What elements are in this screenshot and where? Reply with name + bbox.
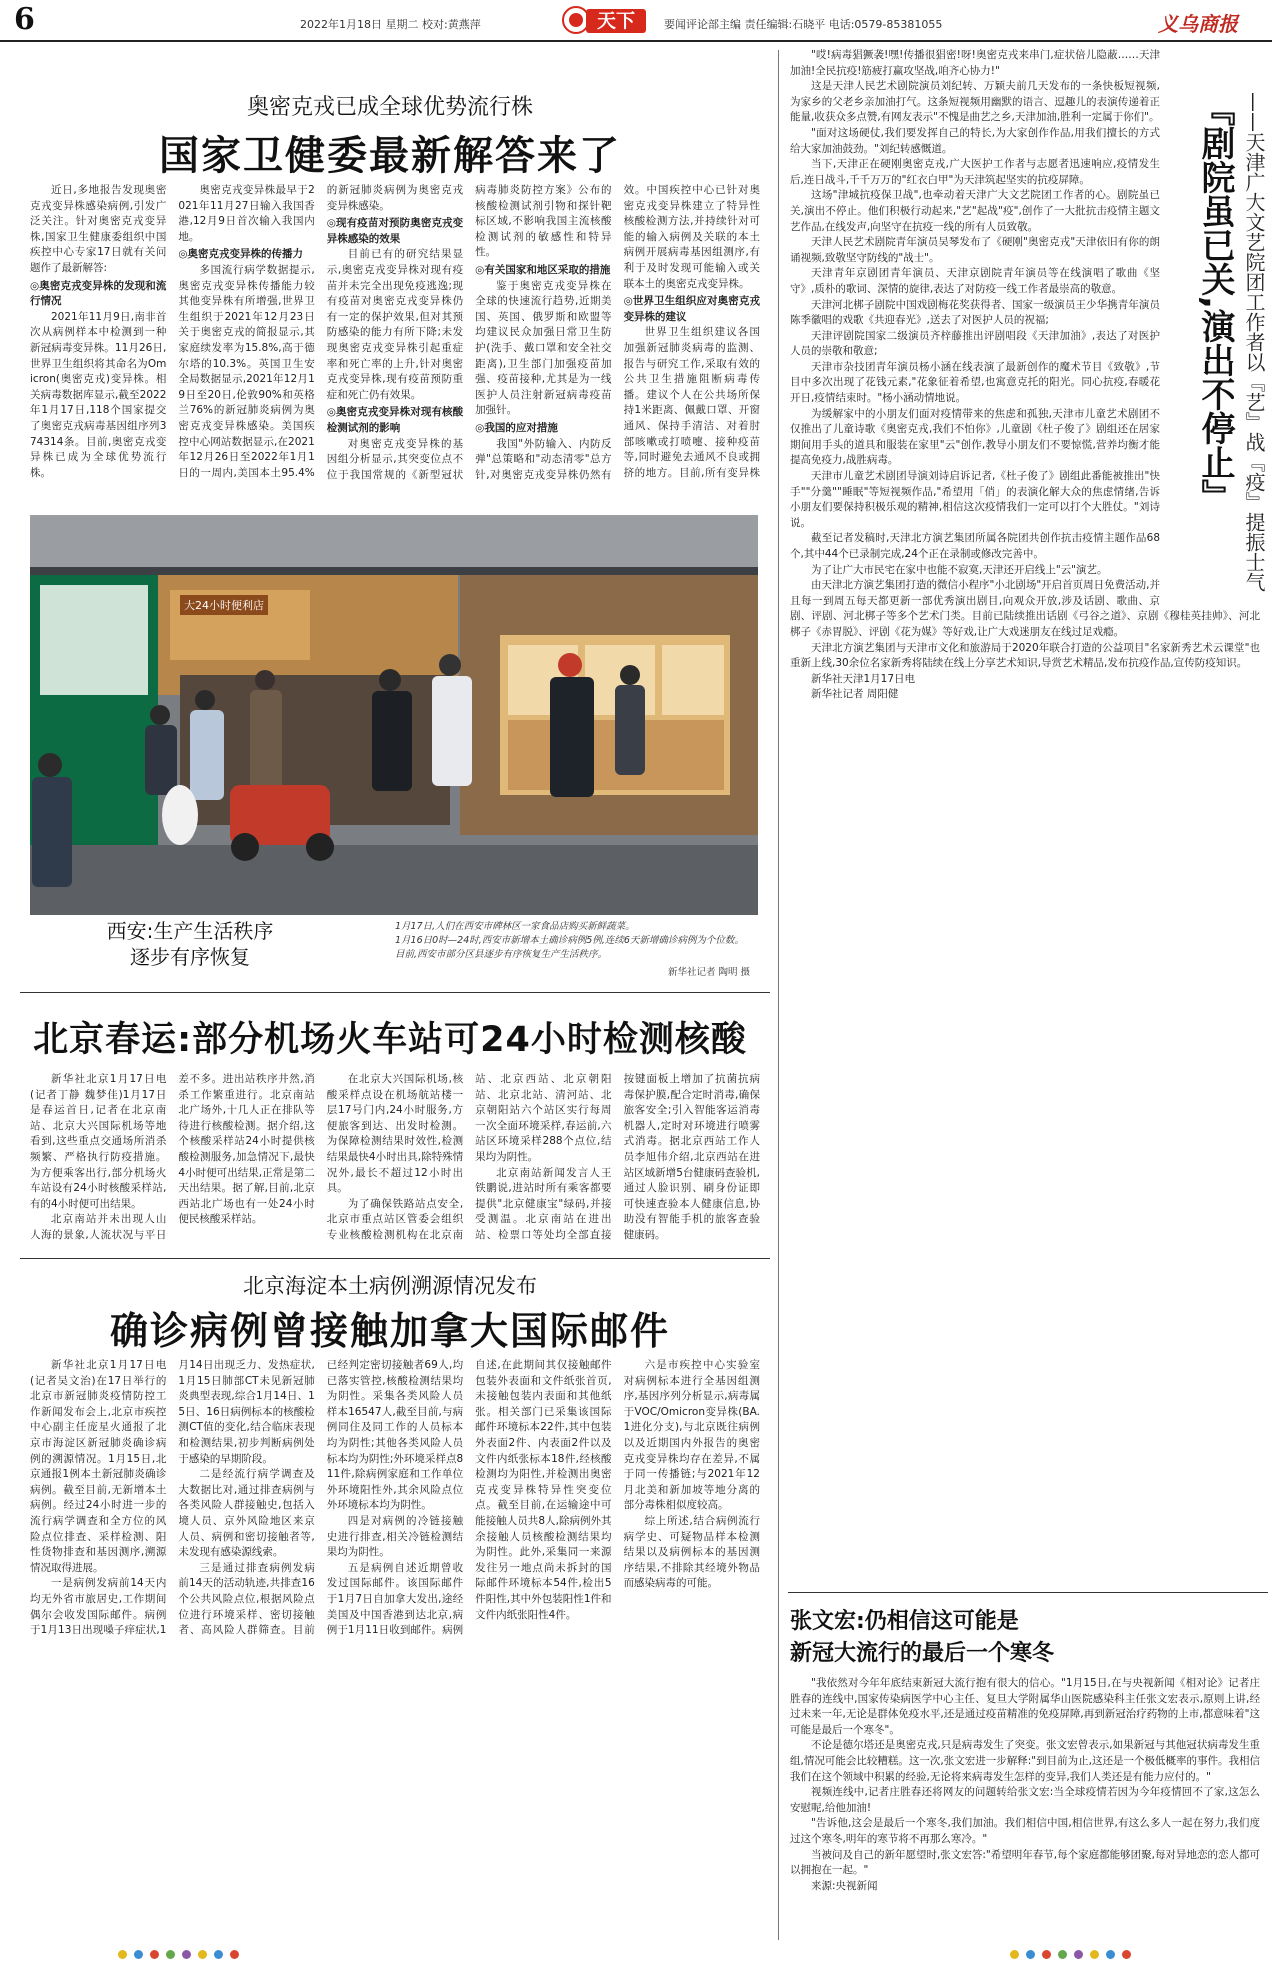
column-divider — [778, 50, 779, 1940]
paragraph: 新华社北京1月17日电(记者吴文治)在17日举行的北京市新冠肺炎疫情防控工作新闻发布会上,北京市疾控中心副主任庞星火通报了北京市海淀区新冠肺炎确诊病例的溯源情况。1月15日,北京通报1例本土新冠肺炎确诊病例。截至目前,无新增本土病例。经过24小时进一步的流行病学调查和全方位的风险点位排查、采样检测、阳性货物排查和基因测序,溯源情况取得进展。 — [30, 1359, 167, 1574]
section-heading: ◎现有疫苗对预防奥密克戎变异株感染的效果 — [326, 217, 464, 245]
paragraph: 天津河北梆子剧院中国戏剧梅花奖获得者、国家一级演员王少华携青年演员陈季徽唱的戏歌《共迎春光》,送去了对医护人员的祝福; — [790, 298, 1160, 327]
section-heading: ◎奥密克戎变异株对现有核酸检测试剂的影响 — [326, 406, 464, 434]
paragraph: 天津北方演艺集团与天津市文化和旅游局于2020年联合打造的公益项目"名家新秀艺术云课堂"也重新上线,30余位名家新秀将陆续在线上分享艺术知识,导赏艺术精品,发布抗疫作品,宣传防疫知识。 — [790, 641, 1260, 670]
footer-dot — [166, 1950, 175, 1959]
photo-caption-title-line1: 西安:生产生活秩序 — [106, 919, 274, 943]
sidebar2-title-line2: 新冠大流行的最后一个寒冬 — [790, 1641, 1055, 1666]
paragraph: 新华社天津1月17日电 — [811, 672, 916, 685]
paragraph: 天津市杂技团青年演员杨小涵在线表演了最新创作的魔术节目《致敬》,节目中多次出现了花钱元素,"花象征着希望,也寓意克托的阳光。同心抗疫,春暖花开日,疫情结束时。"杨小涵动情地说。 — [790, 360, 1160, 405]
paragraph: 天津人民艺术剧院青年演员吴琴发布了《硬刚"奥密克戎"天津依旧有你的朗诵视频,致敬坚守防线的"战士"。 — [790, 236, 1160, 264]
paragraph: 这是天津人民艺术剧院演员刘纪转、万颖夫前几天发布的一条快板短视频,为家乡的父老乡亲加油打气。这条短视频用幽默的语言、逗趣儿的表演传递着正能量,收获众多点赞,有网友表示"不愧是曲艺之乡,天津加油,胜利一定属于你们"。 — [790, 80, 1160, 124]
footer-dot — [1090, 1950, 1099, 1959]
paragraph: 视频连线中,记者庄胜春还将网友的问题转给张文宏:当全球疫情若因为今年疫情回不了家,这怎么安慰呢,给他加油! — [790, 1786, 1260, 1814]
paragraph: 天津市儿童艺术剧团导演刘诗启诉记者,《杜子俊了》剧组此番能被推出"快手""分羹""睡眠"等短视频作品,"希望用「俏」的表演化解大众的焦虑情绪,告诉小朋友们要保持积极乐观的精神,相信这次疫情我们一定可以打个大胜仗。"刘诗说。 — [790, 470, 1160, 529]
sidebar-title-line1: 『剧院虽已关,演出不停止』 — [1195, 92, 1235, 513]
footer-dot — [1122, 1950, 1131, 1959]
article2-top-rule — [20, 992, 770, 993]
paragraph: 六是市疾控中心实验室对病例标本进行全基因组测序,基因序列分析显示,病毒属于VOC/Omicron变异株(BA.1进化分支),与北京既往病例以及近期国内外报告的奥密克戎变异株均存在差异,不属于同一传播链;与2021年12月北美和新加坡等地分离的部分毒株相似度较高。 — [623, 1359, 760, 1512]
sidebar2-body — [790, 1676, 1260, 1938]
article1-title: 国家卫健委最新解答来了 — [159, 133, 621, 179]
newspaper-logo: 义乌商报 — [1158, 12, 1238, 36]
paragraph: 我国"外防输入、内防反弹"总策略和"动态清零"总方针,对奥密克戎变异株仍然有效。中国疾控中心已针对奥密克戎变异株建立了特异性核酸检测方法,并持续针对可能的输入病例及关联的本土病例开展病毒基因组测序,有利于及时发现可能输入或关联本土的奥密克戎变异株。 — [475, 184, 760, 481]
section-heading: ◎奥密克戎变异株的传播力 — [178, 248, 304, 261]
paragraph: 来源:央视新闻 — [811, 1879, 878, 1892]
paragraph: 对奥密克戎变异株的基因组分析显示,其突变位点不位于我国常规的《新型冠状病毒肺炎防控方案》公布的核酸检测试剂引物和探针靶标区域,不影响我国主流核酸检测试剂的敏感性和特异性。 — [326, 184, 612, 481]
footer-dot — [1074, 1950, 1083, 1959]
article1-kicker: 奥密克戎已成全球优势流行株 — [246, 95, 533, 120]
footer-dots-right — [1010, 1950, 1150, 1962]
paragraph: 北京南站新闻发言人王铁鹏说,进站时所有乘客都要提供"北京健康宝"绿码,并接受测温。北京南站在进出站、检票口等处均全部直接按键面板上增加了抗菌抗病毒保护膜,配合定时消毒,确保旅客安全;引入智能客运消毒机器人,定时对环境进行喷雾式消毒。据北京西站工作人员李旭伟介绍,北京西站在进站区域新增5台健康码查验机,通过人脸识别、刷身份证即可快速查验本人健康信息,协助没有智能手机的旅客查验健康码。 — [475, 1073, 760, 1241]
section-badge — [562, 6, 654, 36]
paragraph: 世界卫生组织建议各国加强新冠肺炎病毒的监测、报告与研究工作,采取有效的公共卫生措施阻断病毒传播。建议个人在公共场所保持1米距离、佩戴口罩、开窗通风、保持手清洁、对着肘部咳嗽或打喷嚏、接种疫苗等,同时避免去通风不良或拥挤的地方。目前,所有变异株 — [623, 326, 760, 479]
header-meta-right: 要闻评论部主编 责任编辑:石晓平 电话:0579-85381055 — [664, 18, 943, 31]
title-spacer — [1160, 48, 1260, 608]
photo-caption — [395, 920, 750, 980]
article2-body — [30, 1072, 760, 1247]
paragraph: "我依然对今年年底结束新冠大流行抱有很大的信心。"1月15日,在与央视新闻《相对论》记者庄胜春的连线中,国家传染病医学中心主任、复旦大学附属华山医院感染科主任张文宏表示,原则上讲,经过未来一年,无论是群体免疫水平,还是通过疫苗精准的免疫屏障,再到新冠治疗药物的上市,都意味着"这可能是最后一个寒冬"。 — [790, 1677, 1260, 1736]
paragraph: 三是通过排查病例发病前14天的活动轨迹,共排查16个公共风险点位,根据风险点位进行环境采样、密切接触者、高风险人群筛查。目前已经判定密切接触者69人,均已落实管控,核酸检测结果均为阴性。采集各类风险人员样本16547人,截至目前,与病例同住及同工作的人员标本均为阴性;其他各类风险人员标本均为阴性;外环境采样点811件,除病例家庭和工作单位外环境阳性外,其余风险点位外环境标本均为阴性。 — [178, 1359, 464, 1637]
sidebar2-top-rule — [788, 1592, 1268, 1593]
section-heading: ◎世界卫生组织应对奥密克戎变异株的建议 — [623, 295, 760, 323]
paragraph: "告诉他,这会是最后一个寒冬,我们加油。我们相信中国,相信世界,有这么多人一起在努力,我们度过这个寒冬,明年的寒节将不再那么寒冷。" — [790, 1817, 1260, 1845]
footer-dot — [134, 1950, 143, 1959]
article1-body — [30, 183, 760, 490]
footer-dot — [1026, 1950, 1035, 1959]
footer-dot — [182, 1950, 191, 1959]
footer-dot — [150, 1950, 159, 1959]
paragraph: 鉴于奥密克戎变异株在全球的快速流行趋势,近期美国、英国、俄罗斯和欧盟等均建议民众加强日常卫生防护(洗手、戴口罩和安全社交距离),卫生部门加强疫苗加强、疫苗接种,尤其是为一线医护人员注射新冠病毒疫苗加强针。 — [475, 279, 612, 417]
paragraph: 这场"津城抗疫保卫战",也牵动着天津广大文艺院团工作者的心。剧院虽已关,演出不停止。他们积极行动起来,"艺"起战"疫",创作了一大批抗击疫情主题文艺作品,在线发声,向坚守在抗疫一线的所有人员致敬。 — [790, 189, 1160, 233]
paragraph: 为了让广大市民宅在家中也能不寂寞,天津还开启线上"云"演艺。 — [811, 563, 1108, 576]
paragraph: 四是对病例的冷链接触史进行排查,相关冷链检测结果均为阴性。 — [326, 1514, 464, 1559]
article2-title: 北京春运:部分机场火车站可24小时检测核酸 — [33, 1020, 747, 1060]
footer-dot — [1106, 1950, 1115, 1959]
header-meta-left: 2022年1月18日 星期二 校对:黄燕萍 — [300, 18, 481, 31]
paragraph: 一是病例发病前14天内均无外省市旅居史,工作期间偶尔会收发国际邮件。病例于1月13日出现嗓子痒症状,1月14日出现乏力、发热症状,1月15日肺部CT未见新冠肺炎典型表现,综合1月14日、15日、16日病例标本的核酸检测CT值的变化,结合临床表现和检测结果,初步判断病例处于感染的早期阶段。 — [30, 1359, 315, 1637]
footer-dot — [118, 1950, 127, 1959]
paragraph: 当下,天津正在硬刚奥密克戎,广大医护工作者与志愿者迅速响应,疫情发生后,连日战斗,千千万万的"红衣白甲"为天津筑起坚实的抗疫屏障。 — [790, 158, 1160, 186]
sidebar-title-line2: ——天津广大文艺院团工作者以『艺』战『疫』提振士气 — [1242, 92, 1266, 592]
sidebar-body — [790, 48, 1260, 1583]
photo-caption-title — [40, 918, 340, 970]
article3-top-rule — [20, 1258, 770, 1259]
paragraph: 新华社记者 周阳健 — [811, 688, 899, 701]
paragraph: 在北京大兴国际机场,核酸采样点设在机场航站楼一层17号门内,24小时服务,方便旅客到达、出发时检测。为保障检测结果时效性,检测结果最快4小时出具,除特殊情况外,最长不超过12小时出具。 — [326, 1073, 464, 1195]
paragraph: 截至记者发稿时,天津北方演艺集团所属各院团共创作抗击疫情主题作品68个,其中44个已录制完成,24个正在录制或修改完善中。 — [790, 532, 1160, 560]
section-heading: ◎我国的应对措施 — [475, 421, 558, 434]
footer-dot — [1042, 1950, 1051, 1959]
sidebar2-title-line1: 张文宏:仍相信这可能是 — [790, 1609, 1019, 1634]
page-number: 6 — [14, 2, 35, 37]
paragraph: 多国流行病学数据提示,奥密克戎变异株传播能力较其他变异株有所增强,世界卫生组织于2021年12月23日关于奥密克戎的简报显示,其家庭续发率为15.8%,高于德尔塔的10.3%。英国卫生安全局数据显示,2021年12月19日至20日,伦敦90%和英格兰76%的新冠肺炎病例为奥密克戎变异株感染。美国疾控中心网站数据显示,在2021年12月26日至2022年1月1日的一周内,美国本土95.4%的新冠肺炎病例为奥密克戎变异株感染。 — [178, 184, 464, 479]
page-header — [0, 0, 1272, 42]
paragraph: 天津青年京剧团青年演员、天津京剧院青年演员等在线演唱了歌曲《坚守》,质朴的歌词、深情的旋律,表达了对防疫一线工作者最崇高的敬意。 — [790, 267, 1160, 295]
paragraph: "面对这场硬仗,我们要发挥自己的特长,为大家创作作品,用我们擅长的方式给大家加油鼓劲。"刘纪转感慨道。 — [790, 126, 1160, 155]
paragraph: 不论是德尔塔还是奥密克戎,只是病毒发生了突变。张文宏曾表示,如果新冠与其他冠状病毒发生重组,情况可能会比较糟糕。这一次,张文宏进一步解释:"到目前为止,这还是一个极低概率的事件。我相信我们在这个领域中积累的经验,无论将来病毒发生怎样的变异,我们人类还是有能力应付的。" — [790, 1739, 1260, 1783]
footer-dot — [214, 1950, 223, 1959]
paragraph: 2021年11月9日,南非首次从病例样本中检测到一种新冠病毒变异株。11月26日,世界卫生组织将其命名为Omicron(奥密克戎)变异株。相关病毒数据库显示,截至2022年1月17日,118个国家提交了奥密克戎病毒基因组序列374314条。目前,奥密克戎变异株已成为全球优势流行株。 — [30, 310, 167, 479]
article3-kicker: 北京海淀本土病例溯源情况发布 — [243, 1274, 537, 1298]
photo-caption-title-line2: 逐步有序恢复 — [130, 945, 250, 969]
section-heading: ◎有关国家和地区采取的措施 — [475, 263, 611, 276]
section-label: 天下 — [586, 9, 646, 33]
photo-credit: 新华社记者 陶明 摄 — [667, 967, 750, 978]
header-rule — [0, 40, 1272, 42]
section-heading: ◎奥密克戎变异株的发现和流行情况 — [30, 279, 167, 308]
photo-caption-line1: 1月17日,人们在西安市碑林区一家食品店购买新鲜蔬菜。 — [395, 921, 635, 932]
photo-caption-line2: 1月16日0时—24时,西安市新增本土确诊病例5例,连续6天新增确诊病例为个位数。目前,西安市部分区县逐步有序恢复生产生活秩序。 — [395, 935, 744, 960]
paragraph: 北京南站并未出现人山人海的景象,人流状况与平日差不多。进出站秩序井然,消杀工作繁重进行。北京南站北广场外,十几人正在排队等待进行核酸检测。据介绍,这个核酸采样站24小时提供核酸检测服务,加急情况下,最快4小时便可出结果,正常是第二天出结果。据了解,目前,北京西站北广场也有一处24小时便民核酸采样站。 — [30, 1073, 315, 1241]
paragraph: 当被问及自己的新年愿望时,张文宏答:"希望明年春节,每个家庭都能够团聚,每对异地恋的恋人都可以拥抱在一起。" — [790, 1848, 1260, 1877]
paragraph: 为缓解家中的小朋友们面对疫情带来的焦虑和孤独,天津市儿童艺术剧团不仅推出了儿童诗歌《奥密克戎,我们不怕你》,儿童剧《杜子俊了》剧组还在居家期间用手头的道具和服装在家里"云"创作,教导小朋友们不要惊慌,营养均衡才能提高免疫力,战胜病毒。 — [790, 407, 1160, 467]
footer-dots-left — [118, 1950, 258, 1962]
paragraph: 近日,多地报告发现奥密克戎变异株感染病例,引发广泛关注。针对奥密克戎变异株,国家卫生健康委组织中国疾控中心专家17日就有关问题作了最新解答: — [30, 184, 167, 274]
xian-shop-photo — [30, 515, 758, 915]
paragraph: 目前已有的研究结果显示,奥密克戎变异株对现有疫苗并未完全出现免疫逃逸;现有疫苗对奥密克戎变异株仍有一定的保护效果,但对其预防感染的能力有所下降;未发现奥密克戎变异株引起重症率和死亡率的上升,针对奥密克戎变异株,现有疫苗预防重症和死亡仍有效果。 — [326, 248, 464, 401]
paragraph: 天津评剧院国家二级演员齐梓藤推出评剧唱段《天津加油》,表达了对医护人员的崇敬和敬意; — [790, 329, 1160, 358]
paragraph: 奥密克戎变异株最早于2021年11月27日输入我国香港,12月9日首次输入我国内地。 — [178, 184, 315, 243]
footer-dot — [198, 1950, 207, 1959]
shop-scene — [30, 515, 758, 915]
footer-dot — [1058, 1950, 1067, 1959]
article3-title: 确诊病例曾接触加拿大国际邮件 — [109, 1309, 670, 1353]
footer-dot — [230, 1950, 239, 1959]
footer-dot — [1010, 1950, 1019, 1959]
paragraph: 新华社北京1月17日电(记者丁静 魏梦佳)1月17日是春运首日,记者在北京南站、北京大兴国际机场等地看到,这些重点交通场所消杀频繁、严格执行防疫措施。为方便乘客出行,部分机场火车站设有24小时核酸采样站,有的4小时便可出结果。 — [30, 1073, 167, 1210]
article3-body — [30, 1358, 760, 1938]
shop-sign: 大24小时便利店 — [180, 595, 268, 615]
paragraph: 综上所述,结合病例流行病学史、可疑物品样本检测结果以及病例标本的基因测序结果,不排除其经境外物品而感染病毒的可能。 — [623, 1514, 760, 1590]
paragraph: 五是病例自述近期曾收发过国际邮件。该国际邮件于1月7日自加拿大发出,途经美国及中国香港到达北京,病例于1月11日收到邮件。病例自述,在此期间其仅接触邮件包装外表面和文件纸张首页,未接触包装内表面和其他纸张。相关部门已采集该国际邮件环境标本22件,其中包装外表面2件、内表面2件以及文件内纸张标本18件,经核酸检测均为阳性,并检测出奥密克戎变异株特异性突变位点。截至目前,在运输途中可能接触人员共8人,除病例外其余接触人员核酸检测结果均为阴性。此外,采集同一来源发往另一地点尚未拆封的国际邮件环境标本54件,检出5件阳性,其中外包装阳性1件和文件内纸张阳性4件。 — [326, 1359, 612, 1637]
paragraph: 二是经流行病学调查及大数据比对,通过排查病例与各类风险人群接触史,包括入境人员、京外风险地区来京人员、病例和密切接触者等,未发现有感染源线索。 — [178, 1468, 315, 1559]
paragraph: 由天津北方演艺集团打造的微信小程序"小北剧场"开启首页周日免费活动,并且每一到周五每天都更新一部优秀演出剧目,向观众开放,涉及话剧、歌曲、京剧、评剧、河北梆子等多个艺术门类。目前已陆续推出话剧《弓谷之道》、京剧《穆桂英挂帅》、河北梆子《赤胃脱》、评剧《花为媒》等好戏,让广大戏迷朋友在线过足戏瘾。 — [790, 579, 1260, 638]
paragraph: "哎!病毒猖獗袭!嘿!传播很猖密!呀!奥密克戎来串门,症状倍儿隐蔽……天津加油!全民抗疫!筋疲打赢攻坚战,咱齐心协力!" — [790, 49, 1160, 77]
paragraph: 为了确保铁路站点安全,北京市重点站区管委会组织专业核酸检测机构在北京南站、北京西站、北京朝阳站、北京北站、清河站、北京朝阳站六个站区实行每周一次全面环境采样,春运前,六站区环境采样288个点位,结果均为阴性。 — [326, 1073, 612, 1241]
sidebar2-title — [790, 1606, 1260, 1670]
